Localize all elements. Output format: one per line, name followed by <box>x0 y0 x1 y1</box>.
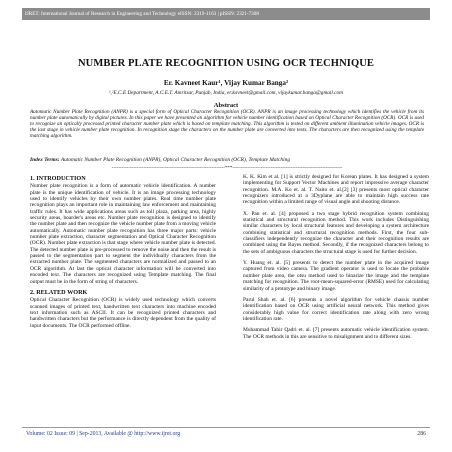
author-affiliation: ¹,²E.C.E Department, A.C.E.T. Amritsar, Punjab, India, er.kavneet@gmail.com, vijaykumar.banga@gmail.com <box>108 90 344 96</box>
journal-header-text: IJRET: International Journal of Research in Engineering and Technology eISSN: 2319-1163 | pISSN: 2321-7308 <box>25 11 259 17</box>
related-work-paragraph-pan: X. Pan et. al. [4] proposed a two stage hybrid recognition system combining statistical and structural recognition method. This work includes Distinguishing similar characters by local structural features and developing a system architecture combining statistical and structural recognition methods. First, the four sub-classifiers independently recognize the character and their recognition results are combined using the Bayes method. Secondly, if the recognized characters belong to the sets of ambiguous characters the structural stage is used for further decision. <box>243 210 429 255</box>
abstract-text: Automatic Number Plate Recognition (ANPR) is a special form of Optical Character Recognition (OCR). ANPR is an image processing technology which identifies the vehicle from its number plate automatically by digital pictures. In this paper we have presented an algorithm for vehicle number identification based on Optical Character Recognition (OCR). OCR is used to recognize an optically processed printed character number plate which is based on template matching. This algorithm is tested on different ambient illumination vehicle images. OCR is the last stage in vehicle number plate recognition. In recognition stage the characters on the number plate are converted into texts. The characters are then recognized using the template matching algorithm. <box>30 109 424 140</box>
related-work-paragraph-huang: Y. Huang et. al. [5] presents to detect the number plate in the acquired image captured from video camera. The gradient operator is used to locate the probable number plate area, the otsu method used to binarize the image and the template matching for recognition. The root-mean-squared-error (RMSE) used for calculating similarity of a prototype and binary image. <box>243 260 429 292</box>
paper-title: NUMBER PLATE RECOGNITION USING OCR TECHNIQUE <box>77 58 374 69</box>
right-column <box>243 174 429 345</box>
index-terms <box>30 157 424 163</box>
left-column <box>30 174 216 334</box>
section-separator: --------------------------------------------------------------------***------------------------------------------------------------------ <box>111 166 343 171</box>
index-terms-label: Index Terms: <box>30 157 60 163</box>
introduction-paragraph: Number plate recognition is a form of automatic vehicle identification. A number plate is the unique identification of vehicle. It is an image processing technology used to identify vehicles by their own number plates. Real time number plate recognition plays an important role in maintaining law enforcement and maintaining traffic rules. It has wide applications areas such as toll plaza, parking area, highly security areas, boarder's areas etc. Number plate recognition is designed to identify the number plate and then recognize the vehicle number plate from a moving vehicle automatically. Automatic number plate recognition has three major parts: vehicle number plate extraction, character segmentation and Optical Character Recognition (OCR). Number plate extraction is that stage where vehicle number plate is detected. The detected number plate is pre-processed to remove the noise and then the result is passed to the segmentation part to segment the individually characters from the extracted number plate. The segmented characters are normalized and passed to an OCR algorithm. At last the optical character information will be converted into encoded text. The characters are recognized using Template matching. The final output must be in the form of string of characters. <box>30 183 216 285</box>
related-work-paragraph-shah: Parul Shah et. al. [6] presents a novel algorithm for vehicle chassis number identification based on OCR using artificial neural network. This method gives considerably high value for correct identification rate along with zero wrong identification rate. <box>243 296 429 322</box>
section-heading-related-work: 2. RELATED WORK <box>30 288 88 296</box>
abstract-heading: Abstract <box>213 102 239 109</box>
page-number: 286 <box>417 431 426 437</box>
index-terms-text: Automatic Number Plate Recognition (ANPR), Optical Character Recognition (OCR), Template Matching <box>59 157 291 163</box>
paper-authors: Er. Kavneet Kaur¹, Vijay Kumar Banga² <box>163 79 289 87</box>
related-work-paragraph-kim: K. K. Kim et al. [1] is strictly designed for Korean plates. It has designed a system implementing for Support Vector Machines and report impressive average character recognition. M.A. Ko et. al. T. Naito et. al.[2] [3] presents most optical character recognizers introduced at a 3Dyplane are able to maintain high success rate recognition within a limited range of visual angle and shooting distance. <box>243 174 429 206</box>
section-heading-introduction: 1. INTRODUCTION <box>30 175 86 182</box>
footer-volume-link[interactable]: Volume: 02 Issue: 09 | Sep-2013, Available @ http://www.ijret.org <box>26 431 181 437</box>
journal-header-bar <box>22 8 430 20</box>
related-work-paragraph-qadri: Muhammad Tahir Qadri et. al. [7] presents automatic vehicle identification system. The OCR methods in this are sensitive to misalignment and to different sizes. <box>243 327 429 340</box>
related-work-paragraph: Optical Character Recognition (OCR) is widely used technology which converts scanned images of printed text, handwritten text characters into machine encoded text information such as ASCII. It can be recognized printed characters and handwritten characters but the performance is directly dependent from the quality of input documents. The OCR performed offline. <box>30 297 216 329</box>
footer-divider <box>22 427 430 428</box>
